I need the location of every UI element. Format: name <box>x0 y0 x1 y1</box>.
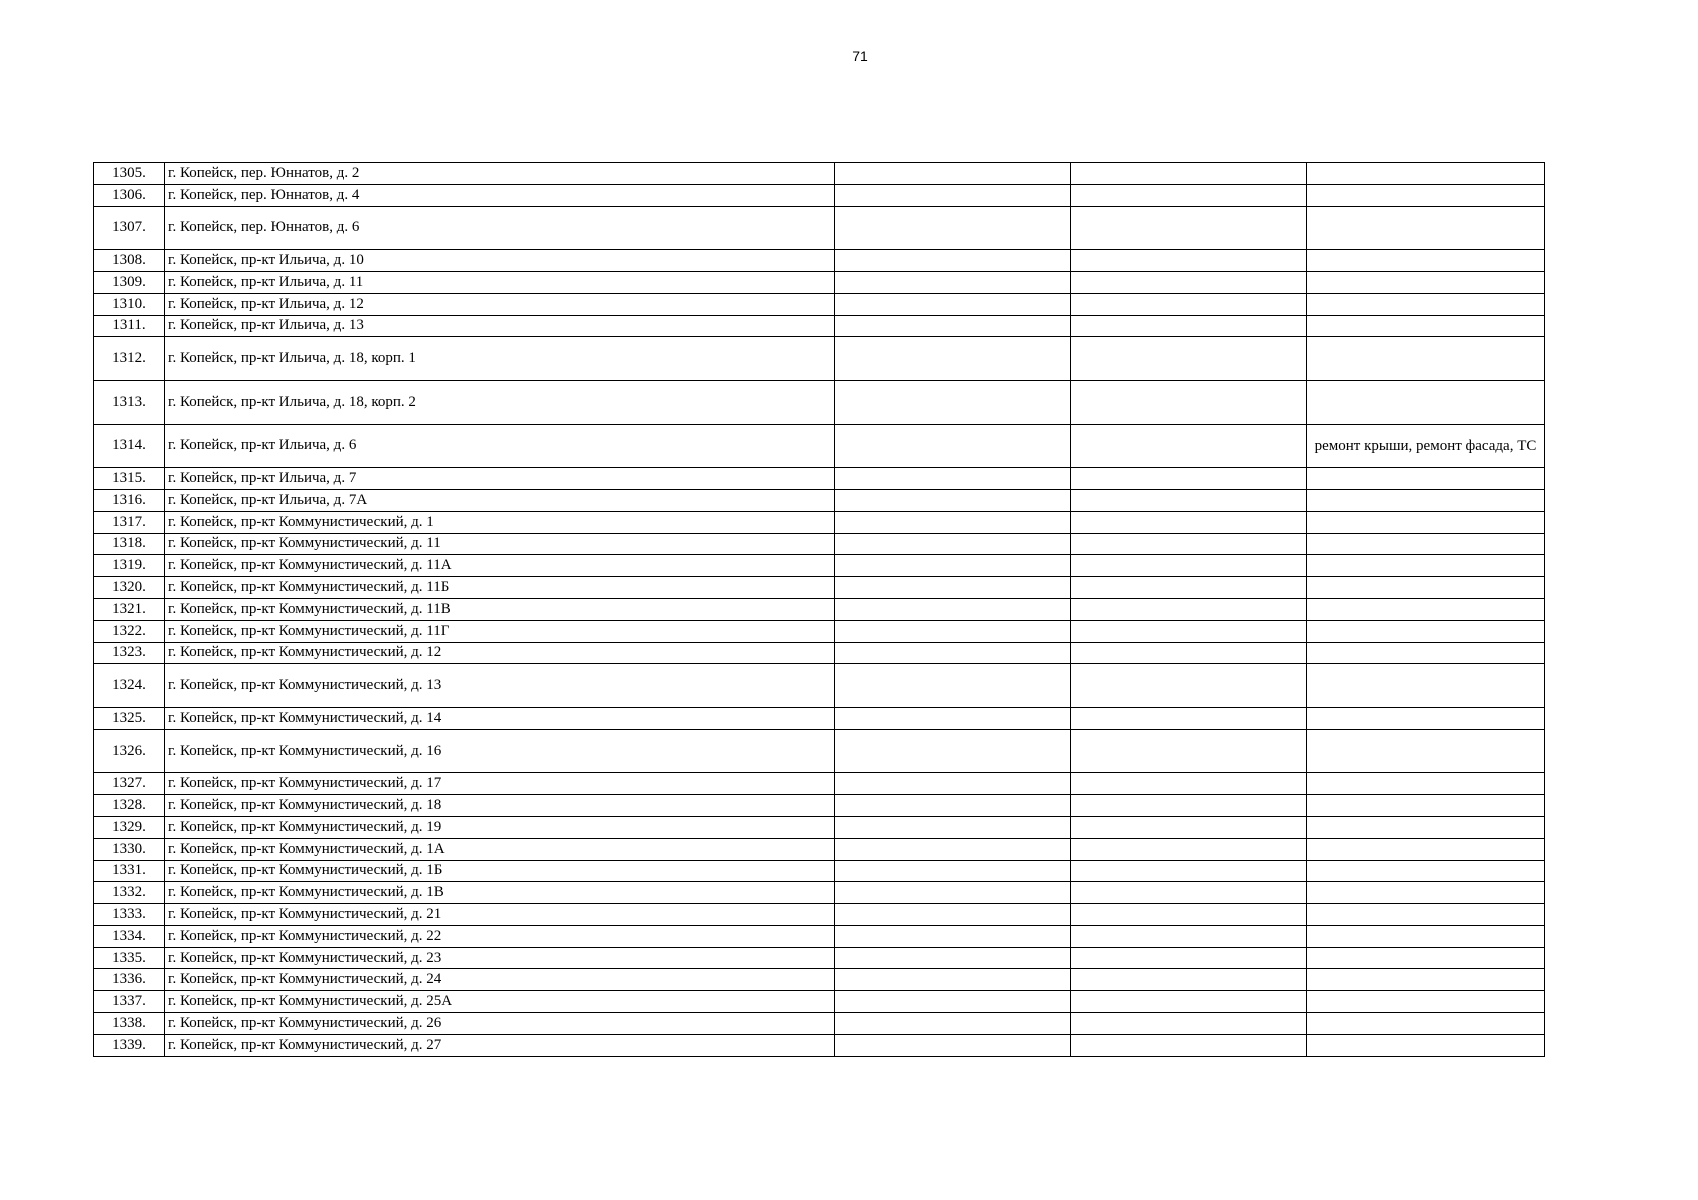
table-row <box>94 947 1545 969</box>
row-number-cell: 1339. <box>94 1034 165 1056</box>
address-cell: г. Копейск, пр-кт Коммунистический, д. 23 <box>165 947 835 969</box>
table-row <box>94 533 1545 555</box>
empty-cell <box>1071 860 1307 882</box>
address-cell: г. Копейск, пр-кт Коммунистический, д. 17 <box>165 773 835 795</box>
empty-cell <box>1071 598 1307 620</box>
empty-cell <box>835 707 1071 729</box>
table-row <box>94 664 1545 708</box>
row-number-cell: 1319. <box>94 555 165 577</box>
row-number-cell: 1332. <box>94 882 165 904</box>
empty-cell <box>1071 707 1307 729</box>
empty-cell <box>835 1013 1071 1035</box>
table-row <box>94 925 1545 947</box>
row-number-cell: 1307. <box>94 206 165 250</box>
table-row <box>94 577 1545 599</box>
repair-work-cell <box>1307 468 1545 490</box>
empty-cell <box>1071 184 1307 206</box>
empty-cell <box>1071 773 1307 795</box>
address-cell: г. Копейск, пер. Юннатов, д. 4 <box>165 184 835 206</box>
row-number-cell: 1334. <box>94 925 165 947</box>
empty-cell <box>835 577 1071 599</box>
repair-work-cell <box>1307 773 1545 795</box>
repair-work-cell <box>1307 489 1545 511</box>
repair-work-cell <box>1307 315 1545 337</box>
row-number-cell: 1329. <box>94 816 165 838</box>
row-number-cell: 1328. <box>94 795 165 817</box>
empty-cell <box>835 533 1071 555</box>
empty-cell <box>835 489 1071 511</box>
table-row <box>94 315 1545 337</box>
empty-cell <box>835 1034 1071 1056</box>
page-number: 71 <box>852 48 868 64</box>
address-cell: г. Копейск, пр-кт Коммунистический, д. 11А <box>165 555 835 577</box>
row-number-cell: 1308. <box>94 250 165 272</box>
empty-cell <box>835 642 1071 664</box>
empty-cell <box>1071 795 1307 817</box>
table-row <box>94 206 1545 250</box>
empty-cell <box>1071 424 1307 468</box>
row-number-cell: 1315. <box>94 468 165 490</box>
row-number-cell: 1327. <box>94 773 165 795</box>
address-cell: г. Копейск, пр-кт Ильича, д. 13 <box>165 315 835 337</box>
empty-cell <box>835 380 1071 424</box>
address-cell: г. Копейск, пр-кт Коммунистический, д. 26 <box>165 1013 835 1035</box>
empty-cell <box>835 795 1071 817</box>
empty-cell <box>835 555 1071 577</box>
row-number-cell: 1318. <box>94 533 165 555</box>
repair-work-cell <box>1307 577 1545 599</box>
repair-work-cell <box>1307 729 1545 773</box>
address-cell: г. Копейск, пр-кт Ильича, д. 11 <box>165 271 835 293</box>
empty-cell <box>1071 271 1307 293</box>
empty-cell <box>1071 882 1307 904</box>
repair-work-cell <box>1307 206 1545 250</box>
row-number-cell: 1309. <box>94 271 165 293</box>
address-cell: г. Копейск, пр-кт Коммунистический, д. 21 <box>165 904 835 926</box>
empty-cell <box>1071 925 1307 947</box>
address-cell: г. Копейск, пер. Юннатов, д. 6 <box>165 206 835 250</box>
table-row <box>94 642 1545 664</box>
empty-cell <box>835 598 1071 620</box>
empty-cell <box>1071 991 1307 1013</box>
table-row <box>94 620 1545 642</box>
repair-work-cell <box>1307 1034 1545 1056</box>
address-cell: г. Копейск, пр-кт Коммунистический, д. 1 <box>165 511 835 533</box>
row-number-cell: 1325. <box>94 707 165 729</box>
empty-cell <box>1071 642 1307 664</box>
row-number-cell: 1317. <box>94 511 165 533</box>
address-cell: г. Копейск, пр-кт Ильича, д. 10 <box>165 250 835 272</box>
table-row <box>94 555 1545 577</box>
address-cell: г. Копейск, пр-кт Коммунистический, д. 13 <box>165 664 835 708</box>
row-number-cell: 1338. <box>94 1013 165 1035</box>
empty-cell <box>1071 664 1307 708</box>
repair-work-cell <box>1307 991 1545 1013</box>
address-cell: г. Копейск, пр-кт Ильича, д. 7А <box>165 489 835 511</box>
empty-cell <box>835 838 1071 860</box>
repair-work-cell <box>1307 904 1545 926</box>
row-number-cell: 1335. <box>94 947 165 969</box>
table-row <box>94 489 1545 511</box>
empty-cell <box>1071 904 1307 926</box>
table-row <box>94 1034 1545 1056</box>
empty-cell <box>1071 1034 1307 1056</box>
repair-work-cell <box>1307 838 1545 860</box>
empty-cell <box>835 664 1071 708</box>
empty-cell <box>1071 468 1307 490</box>
empty-cell <box>1071 533 1307 555</box>
repair-work-cell <box>1307 947 1545 969</box>
empty-cell <box>835 511 1071 533</box>
empty-cell <box>835 293 1071 315</box>
empty-cell <box>1071 250 1307 272</box>
empty-cell <box>835 947 1071 969</box>
empty-cell <box>1071 816 1307 838</box>
repair-work-cell <box>1307 184 1545 206</box>
empty-cell <box>1071 555 1307 577</box>
repair-work-cell <box>1307 664 1545 708</box>
row-number-cell: 1320. <box>94 577 165 599</box>
address-cell: г. Копейск, пр-кт Коммунистический, д. 11Б <box>165 577 835 599</box>
empty-cell <box>1071 577 1307 599</box>
table-row <box>94 511 1545 533</box>
table-row <box>94 969 1545 991</box>
empty-cell <box>835 206 1071 250</box>
row-number-cell: 1305. <box>94 163 165 185</box>
empty-cell <box>1071 947 1307 969</box>
address-cell: г. Копейск, пр-кт Ильича, д. 12 <box>165 293 835 315</box>
row-number-cell: 1321. <box>94 598 165 620</box>
repair-work-cell <box>1307 598 1545 620</box>
row-number-cell: 1306. <box>94 184 165 206</box>
table-row <box>94 729 1545 773</box>
empty-cell <box>1071 337 1307 381</box>
empty-cell <box>835 729 1071 773</box>
register-body <box>94 163 1545 1057</box>
row-number-cell: 1333. <box>94 904 165 926</box>
address-cell: г. Копейск, пр-кт Коммунистический, д. 16 <box>165 729 835 773</box>
repair-work-cell <box>1307 816 1545 838</box>
address-cell: г. Копейск, пер. Юннатов, д. 2 <box>165 163 835 185</box>
repair-work-cell <box>1307 860 1545 882</box>
repair-work-cell <box>1307 882 1545 904</box>
address-cell: г. Копейск, пр-кт Коммунистический, д. 18 <box>165 795 835 817</box>
row-number-cell: 1313. <box>94 380 165 424</box>
table-row <box>94 1013 1545 1035</box>
row-number-cell: 1314. <box>94 424 165 468</box>
empty-cell <box>835 184 1071 206</box>
empty-cell <box>1071 489 1307 511</box>
table-row <box>94 991 1545 1013</box>
repair-work-cell: ремонт крыши, ремонт фасада, ТС <box>1307 424 1545 468</box>
table-row <box>94 773 1545 795</box>
empty-cell <box>835 773 1071 795</box>
table-row <box>94 795 1545 817</box>
row-number-cell: 1331. <box>94 860 165 882</box>
table-row <box>94 424 1545 468</box>
empty-cell <box>835 816 1071 838</box>
empty-cell <box>835 882 1071 904</box>
empty-cell <box>1071 1013 1307 1035</box>
table-row <box>94 860 1545 882</box>
row-number-cell: 1311. <box>94 315 165 337</box>
address-cell: г. Копейск, пр-кт Коммунистический, д. 11Г <box>165 620 835 642</box>
empty-cell <box>1071 163 1307 185</box>
repair-work-cell <box>1307 163 1545 185</box>
empty-cell <box>1071 969 1307 991</box>
address-cell: г. Копейск, пр-кт Коммунистический, д. 14 <box>165 707 835 729</box>
repair-work-cell <box>1307 511 1545 533</box>
housing-register-table <box>93 162 1545 1057</box>
row-number-cell: 1337. <box>94 991 165 1013</box>
table-row <box>94 184 1545 206</box>
empty-cell <box>1071 729 1307 773</box>
address-cell: г. Копейск, пр-кт Коммунистический, д. 25А <box>165 991 835 1013</box>
empty-cell <box>835 904 1071 926</box>
empty-cell <box>1071 206 1307 250</box>
repair-work-cell <box>1307 707 1545 729</box>
table-row <box>94 707 1545 729</box>
address-cell: г. Копейск, пр-кт Коммунистический, д. 1Б <box>165 860 835 882</box>
repair-work-cell <box>1307 642 1545 664</box>
table-row <box>94 838 1545 860</box>
repair-work-cell <box>1307 1013 1545 1035</box>
row-number-cell: 1326. <box>94 729 165 773</box>
repair-work-cell <box>1307 925 1545 947</box>
empty-cell <box>1071 620 1307 642</box>
empty-cell <box>835 969 1071 991</box>
table-row <box>94 250 1545 272</box>
address-cell: г. Копейск, пр-кт Коммунистический, д. 27 <box>165 1034 835 1056</box>
address-cell: г. Копейск, пр-кт Ильича, д. 18, корп. 2 <box>165 380 835 424</box>
table-row <box>94 271 1545 293</box>
address-cell: г. Копейск, пр-кт Ильича, д. 7 <box>165 468 835 490</box>
empty-cell <box>835 991 1071 1013</box>
repair-work-cell <box>1307 271 1545 293</box>
address-cell: г. Копейск, пр-кт Коммунистический, д. 19 <box>165 816 835 838</box>
repair-work-cell <box>1307 620 1545 642</box>
repair-work-cell <box>1307 293 1545 315</box>
table-row <box>94 380 1545 424</box>
address-cell: г. Копейск, пр-кт Ильича, д. 18, корп. 1 <box>165 337 835 381</box>
address-cell: г. Копейск, пр-кт Коммунистический, д. 1В <box>165 882 835 904</box>
table-row <box>94 904 1545 926</box>
empty-cell <box>1071 838 1307 860</box>
table-row <box>94 293 1545 315</box>
repair-work-cell <box>1307 555 1545 577</box>
address-cell: г. Копейск, пр-кт Коммунистический, д. 11 <box>165 533 835 555</box>
table-row <box>94 163 1545 185</box>
row-number-cell: 1316. <box>94 489 165 511</box>
table-row <box>94 598 1545 620</box>
empty-cell <box>835 925 1071 947</box>
empty-cell <box>835 163 1071 185</box>
address-cell: г. Копейск, пр-кт Коммунистический, д. 24 <box>165 969 835 991</box>
row-number-cell: 1322. <box>94 620 165 642</box>
address-cell: г. Копейск, пр-кт Ильича, д. 6 <box>165 424 835 468</box>
address-cell: г. Копейск, пр-кт Коммунистический, д. 11В <box>165 598 835 620</box>
address-cell: г. Копейск, пр-кт Коммунистический, д. 22 <box>165 925 835 947</box>
repair-work-cell <box>1307 795 1545 817</box>
empty-cell <box>1071 293 1307 315</box>
repair-work-cell <box>1307 969 1545 991</box>
row-number-cell: 1310. <box>94 293 165 315</box>
row-number-cell: 1323. <box>94 642 165 664</box>
repair-work-cell <box>1307 380 1545 424</box>
empty-cell <box>835 468 1071 490</box>
repair-work-cell <box>1307 250 1545 272</box>
empty-cell <box>1071 315 1307 337</box>
address-cell: г. Копейск, пр-кт Коммунистический, д. 1А <box>165 838 835 860</box>
empty-cell <box>1071 380 1307 424</box>
table-row <box>94 816 1545 838</box>
address-cell: г. Копейск, пр-кт Коммунистический, д. 12 <box>165 642 835 664</box>
table-row <box>94 882 1545 904</box>
row-number-cell: 1336. <box>94 969 165 991</box>
repair-work-cell <box>1307 337 1545 381</box>
empty-cell <box>835 250 1071 272</box>
empty-cell <box>835 860 1071 882</box>
row-number-cell: 1324. <box>94 664 165 708</box>
repair-work-cell <box>1307 533 1545 555</box>
empty-cell <box>1071 511 1307 533</box>
empty-cell <box>835 315 1071 337</box>
row-number-cell: 1312. <box>94 337 165 381</box>
row-number-cell: 1330. <box>94 838 165 860</box>
empty-cell <box>835 337 1071 381</box>
table-row <box>94 337 1545 381</box>
empty-cell <box>835 271 1071 293</box>
empty-cell <box>835 424 1071 468</box>
table-row <box>94 468 1545 490</box>
empty-cell <box>835 620 1071 642</box>
